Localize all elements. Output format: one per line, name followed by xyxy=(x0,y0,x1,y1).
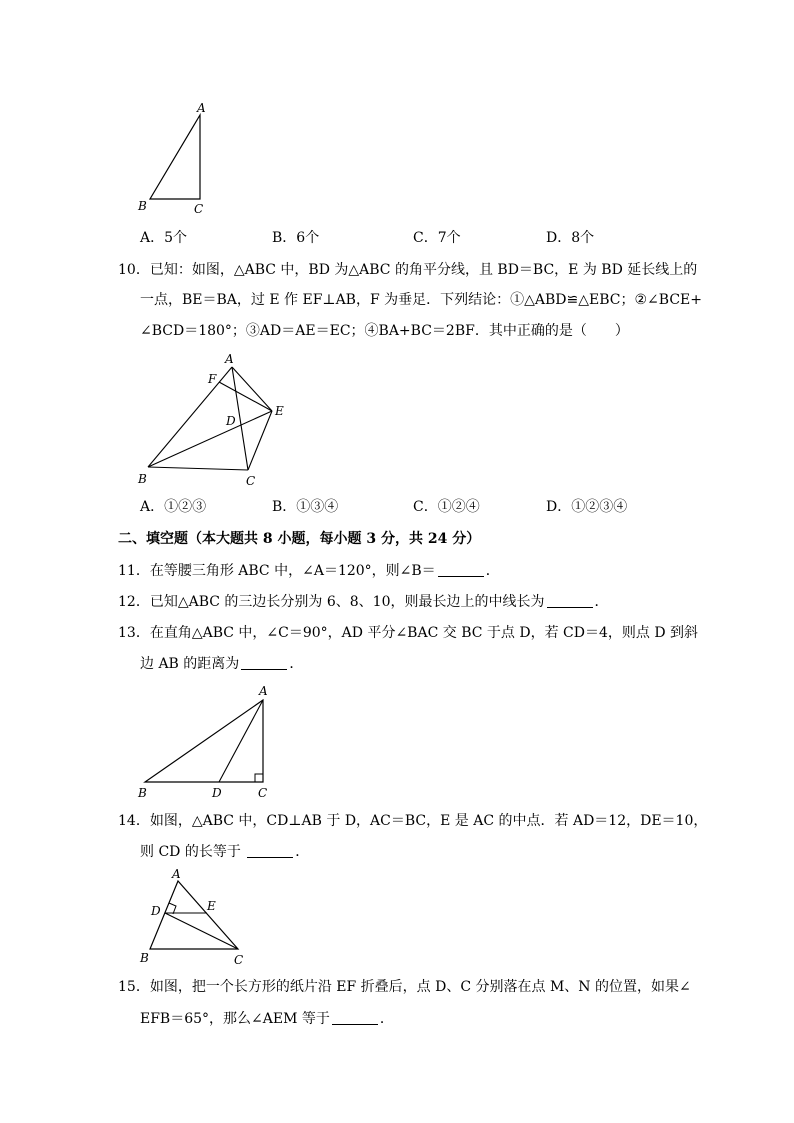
q11-text: 在等腰三角形 ABC 中，∠A＝120°，则∠B＝ xyxy=(149,563,436,579)
q10-figure xyxy=(130,345,300,490)
q10-label-d: D xyxy=(226,414,236,428)
q11 xyxy=(118,562,500,580)
q14-figure xyxy=(135,868,255,968)
q12-answer-blank[interactable] xyxy=(547,593,593,608)
q14-label-a: A xyxy=(172,868,181,881)
q10-line2 xyxy=(140,291,702,309)
q13-line2 xyxy=(140,655,303,673)
q14-line2 xyxy=(140,843,309,861)
q10-line-fe xyxy=(219,382,272,411)
q10-text-1: 已知：如图，△ABC 中，BD 为△ABC 的角平分线，且 BD＝BC，E 为 BD 延长线上的 xyxy=(149,262,698,278)
q13-figure xyxy=(130,680,280,802)
q9-figure xyxy=(130,100,220,220)
q9-triangle xyxy=(150,115,200,199)
q14-text-2: 则 CD 的长等于 xyxy=(140,844,241,860)
q10-line-bc xyxy=(148,467,248,470)
q10-number: 10． xyxy=(118,262,150,278)
q15-answer-blank[interactable] xyxy=(332,1010,378,1025)
q15-number: 15． xyxy=(118,979,150,995)
q14-label-e: E xyxy=(207,899,216,913)
q10-label-b: B xyxy=(138,472,147,486)
q14-label-d: D xyxy=(151,904,161,918)
q13-label-d: D xyxy=(212,786,222,800)
q9-option-a[interactable]: A．5个 xyxy=(140,230,188,246)
q10-line-be xyxy=(148,411,272,467)
q15-text-2: EFB＝65°，那么∠AEM 等于 xyxy=(140,1011,330,1027)
q10-label-e: E xyxy=(275,404,284,418)
q14-right-angle-mark xyxy=(169,903,176,914)
q14-label-b: B xyxy=(140,951,149,965)
q10-option-b[interactable]: B．①③④ xyxy=(272,499,339,515)
q13-end: ． xyxy=(289,656,304,672)
q10-label-a: A xyxy=(225,352,234,366)
q9-option-b[interactable]: B．6个 xyxy=(272,230,320,246)
q10-text-3: ∠BCD＝180°；③AD＝AE＝EC；④BA+BC＝2BF．其中正确的是（ ） xyxy=(140,323,629,339)
q13-line-ad xyxy=(219,700,263,782)
q9-option-d[interactable]: D．8个 xyxy=(546,230,595,246)
q12-text: 已知△ABC 的三边长分别为 6、8、10，则最长边上的中线长为 xyxy=(149,594,545,610)
q10-option-c[interactable]: C．①②④ xyxy=(413,499,480,515)
q15-end: ． xyxy=(379,1011,394,1027)
q11-number: 11． xyxy=(118,563,150,579)
q11-answer-blank[interactable] xyxy=(438,562,484,577)
q14-triangle xyxy=(150,881,238,949)
q10-line3 xyxy=(140,322,629,340)
q13-label-a: A xyxy=(259,684,268,698)
q11-end: ． xyxy=(485,563,500,579)
q13-triangle xyxy=(145,700,263,782)
q10-line1 xyxy=(118,261,697,279)
section-2-title: 二、填空题（本大题共 8 小题，每小题 3 分，共 24 分） xyxy=(118,531,481,547)
q13-text-1: 在直角△ABC 中，∠C＝90°，AD 平分∠BAC 交 BC 于点 D，若 CD＝4，则点 D 到斜 xyxy=(149,625,699,641)
q10-label-f: F xyxy=(208,372,217,386)
q13-text-2: 边 AB 的距离为 xyxy=(140,656,240,672)
q13-answer-blank[interactable] xyxy=(241,655,287,670)
q13-number: 13． xyxy=(118,625,150,641)
q9-option-c[interactable]: C．7个 xyxy=(413,230,461,246)
q12-end: ． xyxy=(594,594,609,610)
q14-end: ． xyxy=(295,844,310,860)
q14-text-1: 如图，△ABC 中，CD⊥AB 于 D，AC＝BC，E 是 AC 的中点．若 AD＝12，DE＝10， xyxy=(149,813,708,829)
q15-line2 xyxy=(140,1010,394,1028)
q12 xyxy=(118,593,609,611)
q10-label-c: C xyxy=(246,474,256,488)
q15-line1 xyxy=(118,978,691,996)
q14-line-cd xyxy=(165,913,238,949)
q9-label-a: A xyxy=(197,101,206,115)
q14-label-c: C xyxy=(234,953,244,967)
q10-option-a[interactable]: A．①②③ xyxy=(140,499,207,515)
q13-label-b: B xyxy=(138,786,147,800)
q14-number: 14． xyxy=(118,813,150,829)
q13-line1 xyxy=(118,624,698,642)
q9-label-b: B xyxy=(138,199,147,213)
q12-number: 12． xyxy=(118,594,150,610)
q10-text-2: 一点，BE＝BA，过 E 作 EF⊥AB，F 为垂足．下列结论：①△ABD≌△EBC；②∠BCE+ xyxy=(140,292,702,308)
q14-answer-blank[interactable] xyxy=(247,843,293,858)
q10-option-d[interactable]: D．①②③④ xyxy=(546,499,628,515)
q13-label-c: C xyxy=(258,786,268,800)
q15-text-1: 如图，把一个长方形的纸片沿 EF 折叠后，点 D、C 分别落在点 M、N 的位置，如果∠ xyxy=(149,979,691,995)
q13-right-angle-mark xyxy=(255,774,263,782)
q14-line1 xyxy=(118,812,707,830)
q9-label-c: C xyxy=(194,202,204,216)
